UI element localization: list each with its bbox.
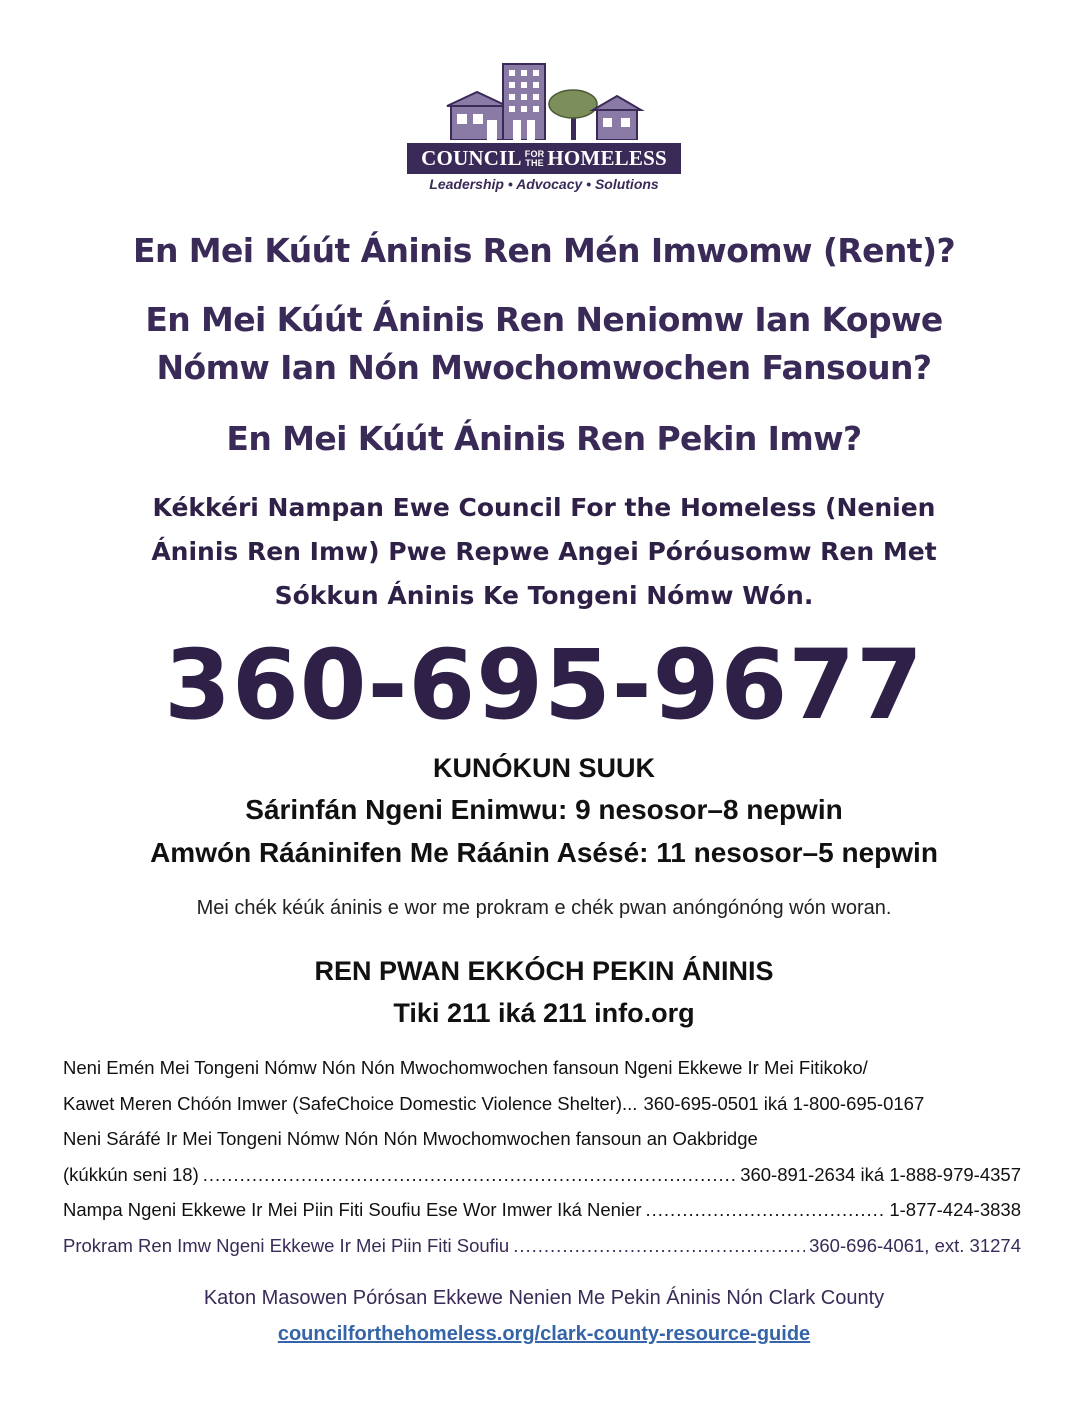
logo-name-council: COUNCIL <box>421 146 522 170</box>
logo-tagline: Leadership • Advocacy • Solutions <box>429 176 659 192</box>
dot-leader <box>203 1160 736 1190</box>
more-help-subtitle: Tiki 211 iká 211 info.org <box>393 998 695 1028</box>
dot-leader <box>513 1231 805 1261</box>
resource-guide-link[interactable]: councilforthehomeless.org/clark-county-resource-guide <box>277 1323 811 1345</box>
resource-phone: 1-877-424-3838 <box>889 1199 1021 1220</box>
resource-line: Prokram Ren Imw Ngeni Ekkewe Ir Mei Piin Fiti Soufiu ..... 360-696-4061, ext. 31274 <box>63 1231 1021 1267</box>
more-help-title: REN PWAN EKKÓCH PEKIN ÁNINIS <box>314 956 774 986</box>
resource-line: Neni Emén Mei Tongeni Nómw Nón Nón Mwochomwochen fansoun Ngeni Ekkewe Ir Mei Fitikoko/ <box>63 1057 868 1078</box>
buildings-illustration-icon <box>443 60 647 142</box>
resource-guide-link-wrap <box>0 1319 1088 1349</box>
resource-line: (kúkkún seni 18) ..... 360-891-2634 iká 1-888-979-4357 <box>63 1160 1021 1196</box>
hotline-phone-number: 360-695-9677 <box>164 629 924 741</box>
hours-weekday: Sárinfán Ngeni Enimwu: 9 nesosor–8 nepwin <box>245 794 843 825</box>
availability-note: Mei chék kéúk áninis e wor me prokram e chék pwan anóngónóng wón woran. <box>196 897 892 919</box>
dot-leader <box>646 1195 886 1225</box>
heading-shelter-line2: Nómw Ian Nón Mwochomwochen Fansoun? <box>156 348 932 387</box>
resource-guide-caption: Katon Masowen Pórósan Ekkewe Nenien Me Pekin Áninis Nón Clark County <box>203 1287 885 1309</box>
resource-line: Neni Sáráfé Ir Mei Tongeni Nómw Nón Nón Mwochomwochen fansoun an Oakbridge <box>63 1128 758 1149</box>
resource-phone: 360-695-0501 iká 1-800-695-0167 <box>643 1092 925 1114</box>
intro-line3: Sókkun Áninis Ke Tongeni Nómw Wón. <box>274 581 814 610</box>
heading-rent: En Mei Kúút Áninis Ren Mén Imwomw (Rent)? <box>133 231 955 270</box>
resource-phone: 360-696-4061, ext. 31274 <box>809 1234 1021 1256</box>
resource-line: Kawet Meren Chóón Imwer (SafeChoice Domestic Violence Shelter)... 360-695-0501 iká 1-800-695-0167 <box>63 1089 1021 1125</box>
logo-for-the: FOR THE <box>524 148 545 168</box>
logo-name-band <box>407 140 681 174</box>
resource-list <box>63 1053 1021 1266</box>
heading-shelter-line1: En Mei Kúút Áninis Ren Neniomw Ian Kopwe <box>145 300 943 339</box>
hours-weekend: Amwón Rááninifen Me Ráánin Asésé: 11 nesosor–5 nepwin <box>150 837 938 868</box>
logo-name-homeless: HOMELESS <box>547 146 667 170</box>
hours-title: KUNÓKUN SUUK <box>433 753 655 783</box>
intro-line2: Áninis Ren Imw) Pwe Repwe Angei Póróusomw Ren Met <box>151 537 937 566</box>
intro-line1: Kékkéri Nampan Ewe Council For the Homeless (Nenien <box>152 493 936 522</box>
council-logo <box>407 60 681 196</box>
resource-phone: 360-891-2634 iká 1-888-979-4357 <box>740 1163 1021 1185</box>
resource-line: Nampa Ngeni Ekkewe Ir Mei Piin Fiti Soufiu Ese Wor Imwer Iká Nenier ..... 1-877-424-3838 <box>63 1195 1021 1231</box>
heading-housing: En Mei Kúút Áninis Ren Pekin Imw? <box>226 419 862 458</box>
